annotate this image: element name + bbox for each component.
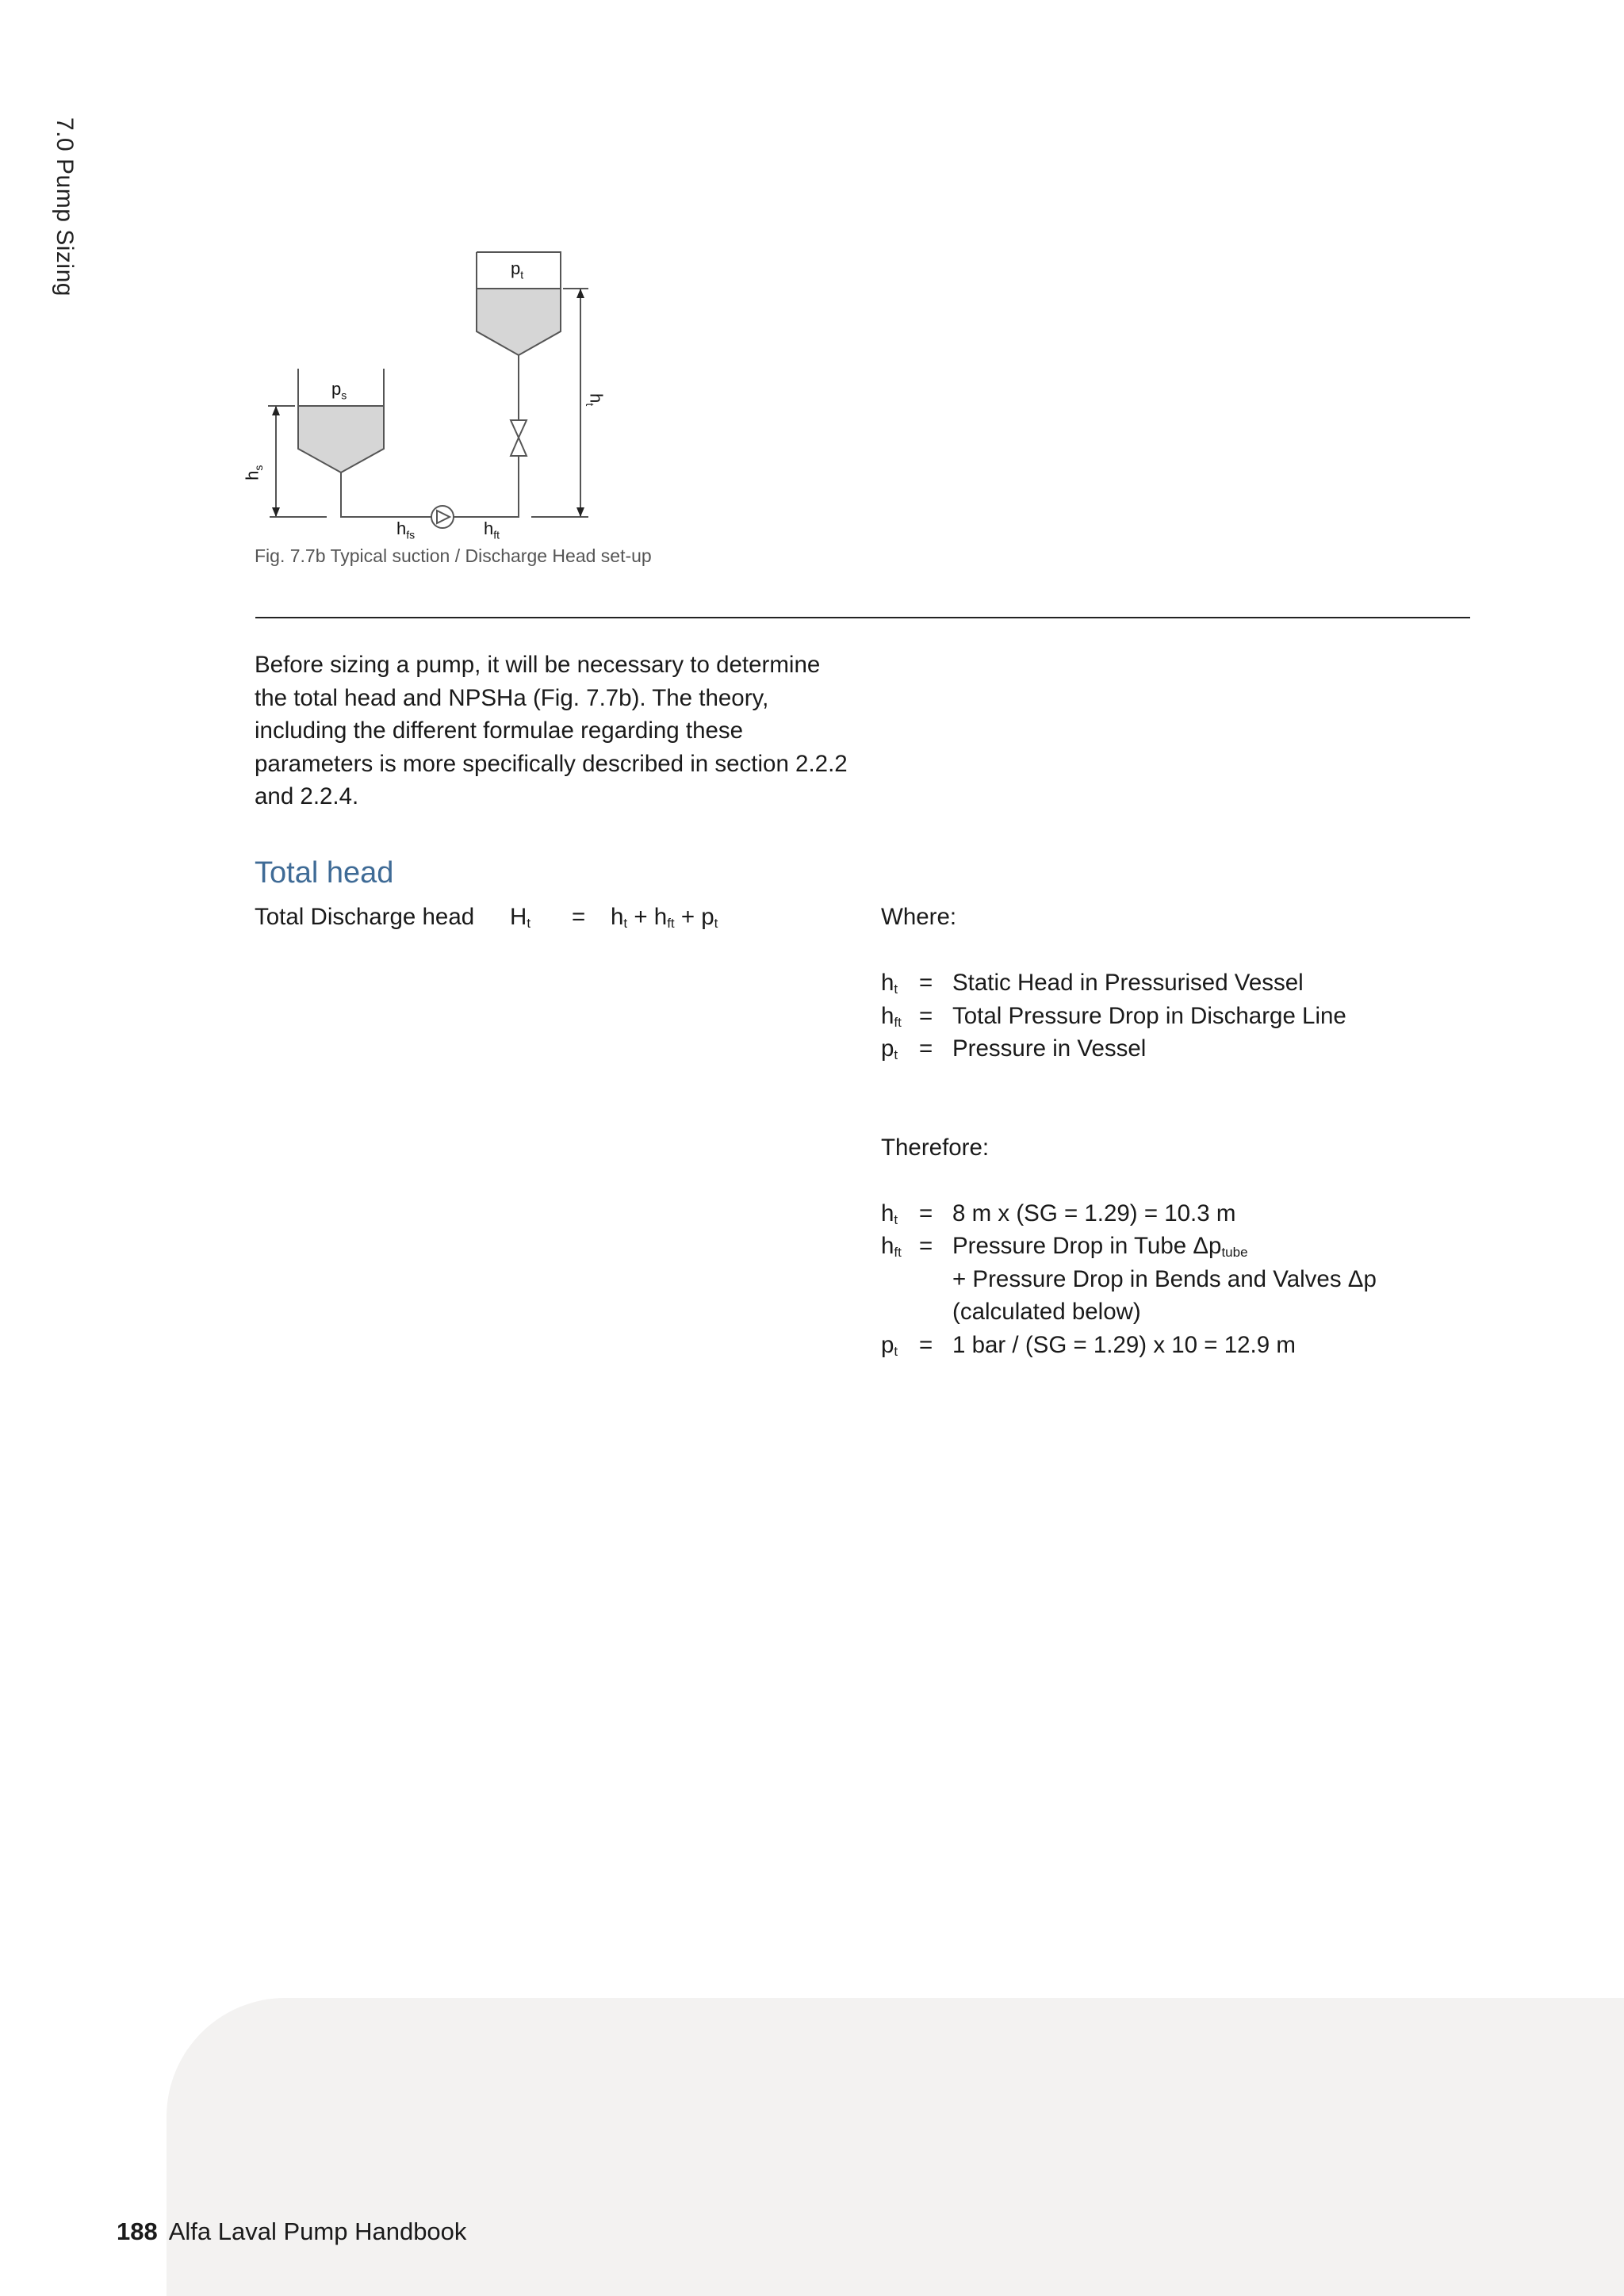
label-hft: $h_{ft}$ <box>484 519 500 541</box>
where-block <box>881 901 1484 1361</box>
definition-ht: $h_t$ = Static Head in Pressurised Vessel <box>881 970 1304 997</box>
formula-lhs: $H_t$ <box>510 904 531 931</box>
calculation-hft-line3: (calculated below) <box>952 1299 1141 1325</box>
label-hs: $h_s$ <box>242 465 265 480</box>
label-ht: $h_t$ <box>583 393 607 407</box>
suction-pipe <box>341 473 433 517</box>
page-number: 188 <box>117 2218 158 2245</box>
hs-arrow-up <box>272 406 280 415</box>
calculation-ht: $h_t$ = 8 m x (SG = 1.29) = 10.3 m <box>881 1200 1236 1227</box>
ht-arrow-down <box>576 507 584 517</box>
suction-tank-liquid <box>298 406 384 473</box>
definition-pt: $p_t$ = Pressure in Vessel <box>881 1035 1147 1062</box>
formula-rhs: $h_t + h_{ft} + p_t$ <box>611 904 718 931</box>
footer-panel <box>167 1998 1624 2296</box>
definition-hft: $h_{ft}$ = Total Pressure Drop in Discharge Line <box>881 1002 1346 1030</box>
label-pt: $p_t$ <box>511 258 524 281</box>
calculation-hft: $h_{ft}$ = Pressure Drop in Tube $\Delta p_{tube}$ <box>881 1233 1248 1260</box>
book-title: Alfa Laval Pump Handbook <box>168 2218 467 2245</box>
chapter-side-tab: 7.0 Pump Sizing <box>52 117 78 297</box>
section-divider <box>255 617 1470 618</box>
page-footer <box>117 2218 466 2246</box>
head-setup-diagram <box>242 238 626 555</box>
discharge-tank-liquid <box>477 289 561 355</box>
hs-arrow-down <box>272 507 280 517</box>
calculation-hft-line2: + Pressure Drop in Bends and Valves Δp <box>952 1265 1377 1292</box>
section-title: Total head <box>255 856 394 890</box>
label-hfs: $h_{fs}$ <box>396 519 416 541</box>
where-label: Where: <box>881 904 957 930</box>
label-ps: $p_s$ <box>331 379 347 402</box>
discharge-pipe <box>452 456 519 517</box>
diagram-drawing <box>246 238 626 555</box>
calculation-pt: $p_t$ = 1 bar / (SG = 1.29) x 10 = 12.9 m <box>881 1331 1296 1359</box>
ht-arrow-up <box>576 289 584 298</box>
formula-label: Total Discharge head <box>255 904 475 930</box>
figure-caption: Fig. 7.7b Typical suction / Discharge Head set-up <box>255 545 652 566</box>
formula-equals: = <box>572 904 586 930</box>
valve-symbol <box>511 420 527 456</box>
therefore-label: Therefore: <box>881 1134 990 1161</box>
intro-paragraph: Before sizing a pump, it will be necessary to determine the total head and NPSHa (Fig. 7.7b). The theory, including the different formulae regarding these parameters is more specifically described in section 2.2.2 and 2.2.4. <box>255 652 848 809</box>
